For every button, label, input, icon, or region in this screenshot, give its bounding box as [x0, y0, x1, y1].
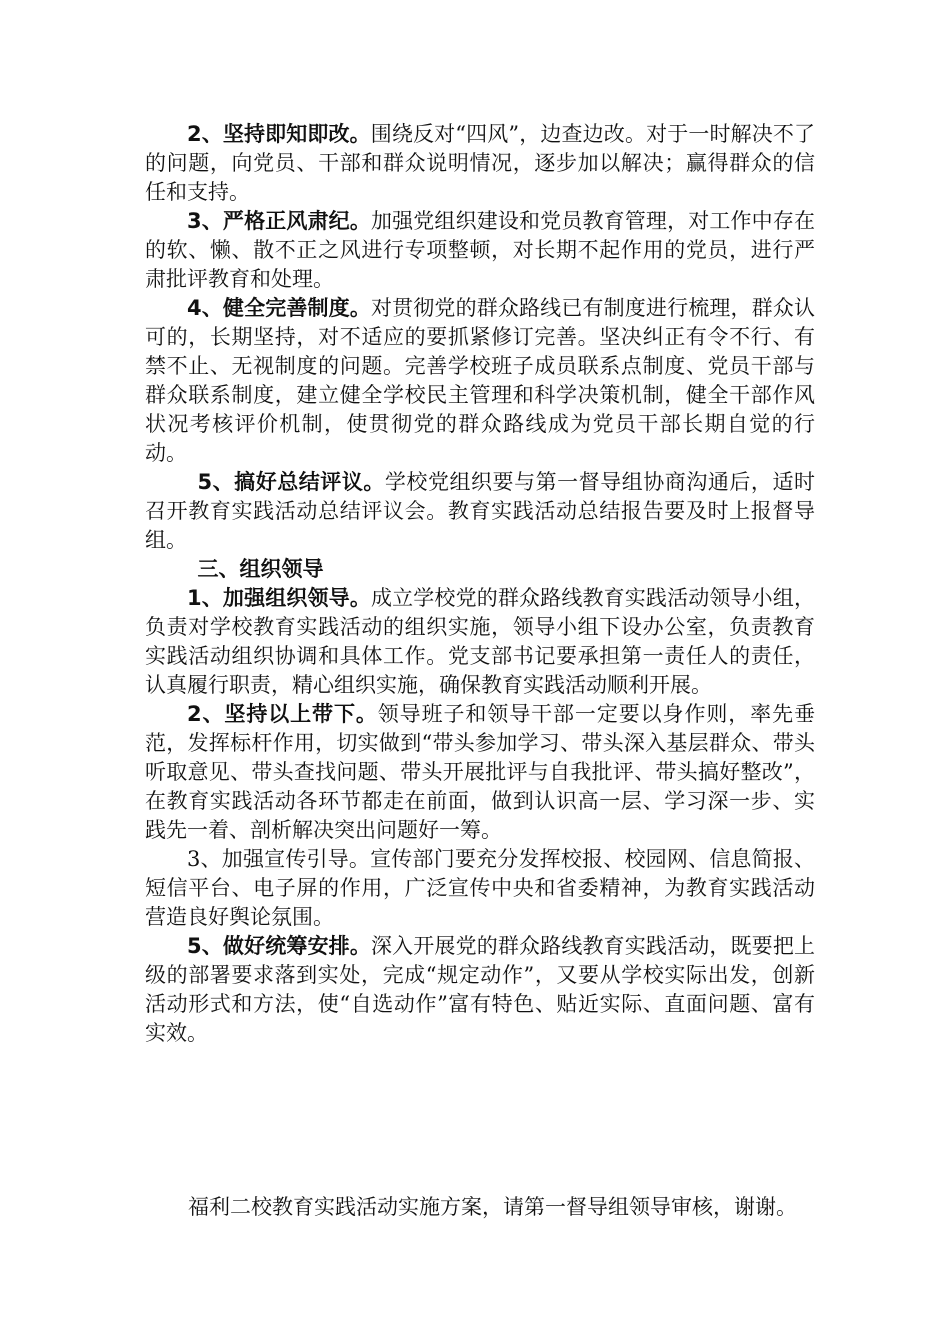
- section-title: 三、组织领导: [197, 557, 324, 581]
- paragraph-text: 深入开展党的群众路线教育实践活动，既要把上级的部署要求落到实处，完成“规定动作”，又要从学校实际出发，创新活动形式和方法，使“自选动作”富有特色、贴近实际、直面问题、富有实效。: [145, 934, 815, 1045]
- paragraph-text: 学校党组织要与第一督导组协商沟通后，适时召开教育实践活动总结评议会。教育实践活动总结报告要及时上报督导组。: [145, 470, 815, 552]
- paragraph-heading: 2、坚持以上带下。: [187, 702, 378, 726]
- paragraph-heading: 5、搞好总结评议。: [197, 470, 385, 494]
- paragraph-heading: 1、加强组织领导。: [187, 586, 371, 610]
- paragraph-overall-planning: [145, 932, 815, 1048]
- paragraph-heading: 4、健全完善制度。: [187, 296, 371, 320]
- paragraph-publicity: [145, 845, 815, 932]
- paragraph-text: 加强党组织建设和党员教育管理，对工作中存在的软、懒、散不正之风进行专项整顿，对长期不起作用的党员，进行严肃批评教育和处理。: [145, 209, 815, 291]
- paragraph-heading: 5、做好统筹安排。: [187, 934, 371, 958]
- paragraph-text: 3、加强宣传引导。宣传部门要充分发挥校报、校园网、信息简报、短信平台、电子屏的作用，广泛宣传中央和省委精神，为教育实践活动营造良好舆论氛围。: [145, 847, 815, 929]
- closing-note: 福利二校教育实践活动实施方案，请第一督导组领导审核，谢谢。: [188, 1195, 797, 1219]
- document-body: [145, 120, 815, 1048]
- paragraph-improve-system: [145, 294, 815, 468]
- paragraph-strict-discipline: [145, 207, 815, 294]
- paragraph-heading: 2、坚持即知即改。: [187, 122, 371, 146]
- paragraph-text: 对贯彻党的群众路线已有制度进行梳理，群众认可的，长期坚持，对不适应的要抓紧修订完善。坚决纠正有令不行、有禁不止、无视制度的问题。完善学校班子成员联系点制度、党员干部与群众联系制度，建立健全学校民主管理和科学决策机制，健全干部作风状况考核评价机制，使贯彻党的群众路线成为党员干部长期自觉的行动。: [145, 296, 815, 465]
- paragraph-text: 成立学校党的群众路线教育实践活动领导小组，负责对学校教育实践活动的组织实施，领导小组下设办公室，负责教育实践活动组织协调和具体工作。党支部书记要承担第一责任人的责任，认真履行职责，精心组织实施，确保教育实践活动顺利开展。: [145, 586, 815, 697]
- paragraph-heading: 3、严格正风肃纪。: [187, 209, 371, 233]
- paragraph-lead-by-example: [145, 700, 815, 845]
- paragraph-summary-review: [145, 468, 815, 555]
- paragraph-strengthen-leadership: [145, 584, 815, 700]
- paragraph-text: 领导班子和领导干部一定要以身作则，率先垂范，发挥标杆作用，切实做到“带头参加学习、带头深入基层群众、带头听取意见、带头查找问题、带头开展批评与自我批评、带头搞好整改”，在教育实践活动各环节都走在前面，做到认识高一层、学习深一步、实践先一着、剖析解决突出问题好一筹。: [145, 702, 815, 842]
- paragraph-text: 围绕反对“四风”，边查边改。对于一时解决不了的问题，向党员、干部和群众说明情况，逐步加以解决；赢得群众的信任和支持。: [145, 122, 815, 204]
- paragraph-correct-immediately: [145, 120, 815, 207]
